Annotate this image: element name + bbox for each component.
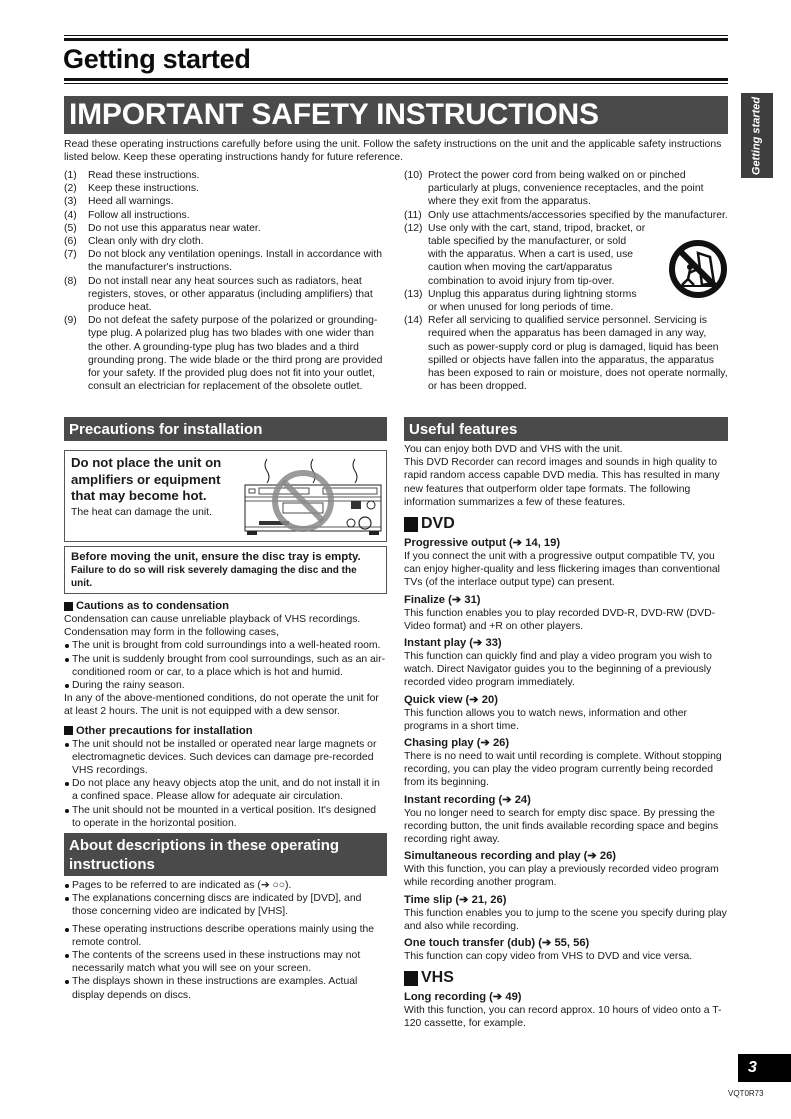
top-rule-thick xyxy=(64,38,728,41)
dvd-heading: DVD xyxy=(404,515,728,533)
vhs-heading: VHS xyxy=(404,969,728,987)
feature-text: There is no need to wait until recording is complete. Without stopping recording, you can play the video program currently being recorded from its beginning. xyxy=(404,751,722,789)
bottom-rule-thick xyxy=(64,78,728,81)
feature-text: With this function, you can record approx. 10 hours of video onto a T-120 cassette, for example. xyxy=(404,1005,722,1030)
feature-title: Simultaneous recording and play (➔ 26) xyxy=(404,850,617,863)
cart-tipover-warning-icon xyxy=(668,239,728,299)
square-bullet-icon xyxy=(404,971,418,986)
disc-tray-warning-heading: Before moving the unit, ensure the disc tray is empty. xyxy=(71,551,361,563)
heat-warning-box xyxy=(64,450,387,542)
features-intro-paragraph: This DVD Recorder can record images and sounds in high quality to rapid random access capable DVD media. This has resulted in many new features that outperform older tape formats. The following information summarizes a few of these features. xyxy=(404,457,720,508)
chapter-title: Getting started xyxy=(63,44,251,74)
bottom-rule-thin xyxy=(64,83,728,84)
other-precaution-bullet: The unit should not be mounted in a vertical position. It's designed to operate in the horizontal position. xyxy=(64,804,387,830)
other-precaution-bullet: Do not place any heavy objects atop the unit, and do not install it in a confined space. Please allow for adequate air circulation. xyxy=(64,777,387,803)
condensation-line: Condensation can cause unreliable playback of VHS recordings. xyxy=(64,614,361,625)
about-bullet: These operating instructions describe operations mainly using the remote control. xyxy=(64,923,387,949)
safety-item: (2) Keep these instructions. xyxy=(64,183,199,195)
features-section xyxy=(404,417,728,1031)
condensation-bullet: During the rainy season. xyxy=(64,679,387,692)
feature-text: This function allows you to watch news, information and other programs in a short time. xyxy=(404,707,688,732)
feature-title: Progressive output (➔ 14, 19) xyxy=(404,537,561,550)
feature-title: Instant recording (➔ 24) xyxy=(404,793,531,806)
intro-paragraph: Read these operating instructions carefully before using the unit. Follow the safety instructions on the unit and the applicable safety instructions listed below. Keep these operating instructions handy for future reference. xyxy=(64,139,722,164)
feature-title: Long recording (➔ 49) xyxy=(404,991,522,1004)
feature-text: With this function, you can play a previously recorded video program while recording another program. xyxy=(404,864,719,889)
square-bullet-icon xyxy=(64,602,73,611)
feature-text: This function can quickly find and play a video program you wish to watch. Direct Navigator guides you to the beginning of a previously recorded video program immediately. xyxy=(404,651,712,689)
safety-item: (11) Only use attachments/accessories specified by the manufacturer. xyxy=(404,209,728,221)
condensation-bullet: The unit is suddenly brought from cool surroundings, such as an air-conditioned room or car, to a place which is hot and humid. xyxy=(64,653,387,679)
heat-warning-heading: Do not place the unit on amplifiers or equipment that may become hot. xyxy=(71,455,222,503)
about-bullet: Pages to be referred to are indicated as (➔ ○○). xyxy=(64,879,387,892)
safety-item: (3) Heed all warnings. xyxy=(64,196,174,208)
safety-list-left xyxy=(64,169,390,393)
disc-tray-warning-box xyxy=(64,546,387,594)
side-tab xyxy=(741,93,773,178)
feature-title: Quick view (➔ 20) xyxy=(404,693,498,706)
page-number: 3 xyxy=(738,1054,791,1082)
disc-tray-warning-text: Failure to do so will risk severely damaging the disc and the unit. xyxy=(71,565,357,589)
feature-title: Instant play (➔ 33) xyxy=(404,637,502,650)
safety-item: (10) Protect the power cord from being walked on or pinched particularly at plugs, convenience receptacles, and the point where they exit from the apparatus. xyxy=(404,170,704,208)
feature-title: Chasing play (➔ 26) xyxy=(404,737,510,750)
square-bullet-icon xyxy=(404,517,418,532)
feature-title: Finalize (➔ 31) xyxy=(404,593,481,606)
other-precautions-heading: Other precautions for installation xyxy=(64,724,387,738)
about-bullet: The explanations concerning discs are indicated by [DVD], and those concerning video are indicated by [VHS]. xyxy=(64,892,387,918)
precautions-heading: Precautions for installation xyxy=(64,417,387,441)
feature-text: This function enables you to jump to the scene you specify during play and also while recording. xyxy=(404,907,727,932)
condensation-line: Condensation may form in the following cases, xyxy=(64,627,279,639)
no-hot-equipment-icon xyxy=(243,455,383,539)
feature-title: Time slip (➔ 21, 26) xyxy=(404,893,507,906)
safety-item: (5) Do not use this apparatus near water. xyxy=(64,222,261,234)
safety-item: (4) Follow all instructions. xyxy=(64,209,190,221)
features-heading: Useful features xyxy=(404,417,728,441)
heat-warning-text: The heat can damage the unit. xyxy=(71,507,212,518)
features-intro-line: You can enjoy both DVD and VHS with the unit. xyxy=(404,444,623,455)
safety-item: (1) Read these instructions. xyxy=(64,170,200,181)
safety-item: (6) Clean only with dry cloth. xyxy=(64,236,204,248)
safety-list-right xyxy=(404,169,728,393)
top-rule-thin xyxy=(64,35,728,36)
feature-text: This function enables you to play recorded DVD-R, DVD-RW (DVD-Video format) and +R on other players. xyxy=(404,607,716,632)
safety-item: (9) Do not defeat the safety purpose of the polarized or grounding-type plug. A polarized plug has two blades with one wider than the other. A grounding-type plug has two blades and a third grounding prong. The wide blade or the third prong are provided for your safety. If the provided plug does not fit into your outlet, consult an electrician for replacement of the obsolete outlet. xyxy=(64,315,383,393)
safety-item: (12) Use only with the cart, stand, tripod, bracket, or table specified by the manufacturer, or sold with the apparatus. When a cart is used, use caution when moving the cart/apparatus combination to avoid injury from tip-over. xyxy=(404,222,646,287)
feature-text: If you connect the unit with a progressive output compatible TV, you can enjoy higher-quality and less flickering images than conventional TVs (of the interlace output type) can present. xyxy=(404,551,720,589)
feature-title: One touch transfer (dub) (➔ 55, 56) xyxy=(404,937,590,950)
about-heading: About descriptions in these operating instructions xyxy=(64,833,387,876)
condensation-bullet: The unit is brought from cold surroundings into a well-heated room. xyxy=(64,639,387,652)
condensation-heading: Cautions as to condensation xyxy=(64,599,387,613)
safety-item: (7) Do not block any ventilation openings. Install in accordance with the manufacturer's instructions. xyxy=(64,249,382,274)
safety-item: (14) Refer all servicing to qualified service personnel. Servicing is required when the apparatus has been damaged in any way, such as power-supply cord or plug is damaged, liquid has been spilled or objects have fallen into the apparatus, the apparatus has been exposed to rain or moisture, does not operate normally, or has been dropped. xyxy=(404,315,728,393)
about-bullet: The displays shown in these instructions are examples. Actual display depends on discs. xyxy=(64,975,387,1001)
feature-text: You no longer need to search for empty disc space. By pressing the recording button, the unit finds available recording space and begins recording right away. xyxy=(404,807,719,846)
about-bullet: The contents of the screens used in these instructions may not necessarily match what you will see on your screen. xyxy=(64,949,387,975)
safety-item: (8) Do not install near any heat sources such as radiators, heat registers, stoves, or other apparatus (including amplifiers) that produce heat. xyxy=(64,275,373,314)
model-code: VQT0R73 xyxy=(728,1089,764,1098)
about-section xyxy=(64,833,387,1002)
other-precaution-bullet: The unit should not be installed or operated near large magnets or electromagnetic devices. Such devices can damage pre-recorded VHS recordings. xyxy=(64,738,387,778)
feature-text: This function can copy video from VHS to DVD and vice versa. xyxy=(404,951,693,963)
safety-item: (13) Unplug this apparatus during lightning storms or when unused for long periods of time. xyxy=(404,288,637,314)
safety-banner: IMPORTANT SAFETY INSTRUCTIONS xyxy=(64,96,728,134)
square-bullet-icon xyxy=(64,726,73,735)
precautions-section xyxy=(64,417,387,830)
side-tab-label: Getting started xyxy=(750,96,763,175)
condensation-footer: In any of the above-mentioned conditions, do not operate the unit for at least 2 hours. The unit is not equipped with a dew sensor. xyxy=(64,693,379,718)
